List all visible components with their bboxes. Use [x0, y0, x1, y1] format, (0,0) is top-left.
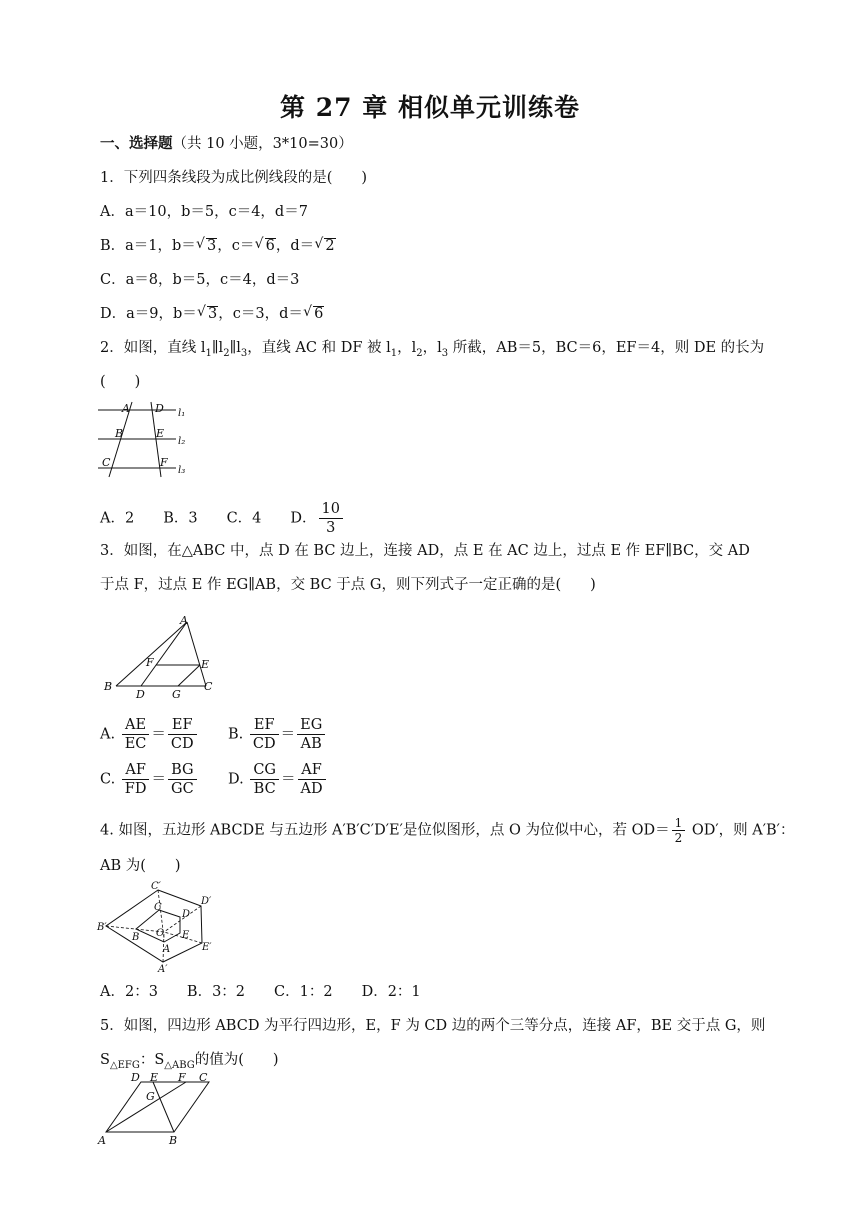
q4-stem-line1 — [100, 816, 794, 845]
q2-label-a: A — [122, 402, 130, 415]
q2-stem-f: ，l — [422, 340, 442, 356]
q3-label-c: C — [204, 680, 213, 693]
q4-stem-b: OD′，则 A′B′： — [687, 822, 795, 839]
q3-c-frac2 — [168, 761, 197, 798]
q3-b-frac2 — [297, 716, 325, 753]
q1-stem: 1．下列四条线段为成比例线段的是( ) — [100, 170, 368, 186]
q2-label-c: C — [102, 456, 111, 469]
q2-sub3: 3 — [240, 347, 248, 359]
q5-label-b: B — [169, 1134, 178, 1147]
q5-label-a: A — [98, 1134, 106, 1147]
q3-c-label: C. — [100, 771, 116, 788]
q2-stem-a: 2．如图，直线 l — [100, 340, 206, 356]
q3-a-frac2 — [168, 716, 197, 753]
q5-sub1: △EFG — [109, 1059, 140, 1071]
q5-s1: S — [100, 1052, 110, 1068]
q1-d-prefix: D．a＝9，b＝ — [100, 306, 197, 322]
q4-label-b: B — [132, 932, 140, 943]
q3-b-n2: EG — [297, 716, 325, 735]
q5-sub2: △ABG — [164, 1059, 195, 1071]
q4-label-c2: C′ — [151, 881, 161, 892]
q3-stem-line1: 3．如图，在△ABC 中，点 D 在 BC 边上，连接 AD，点 E 在 AC 边上，过点 E 作 EF∥BC，交 AD — [100, 543, 750, 559]
q2-options-text: A．2 B．3 C．4 D． — [100, 510, 317, 527]
q2-stem-d: ，直线 AC 和 DF 被 l — [247, 340, 391, 356]
q3-stem-line2: 于点 F，过点 E 作 EG∥AB，交 BC 于点 G，则下列式子一定正确的是( ) — [100, 577, 596, 593]
q3-a-n1: AE — [122, 716, 150, 735]
section-note: （共 10 小题，3*10=30） — [172, 136, 353, 152]
q2-sub6: 3 — [441, 347, 449, 359]
q3-b-frac1 — [250, 716, 279, 753]
q3-b-label: B. — [228, 726, 244, 743]
q4-label-a2: A′ — [158, 964, 168, 975]
q3-option-b — [228, 716, 327, 753]
q3-label-f: F — [146, 656, 154, 669]
q2-label-b: B — [115, 427, 124, 440]
q2-stem — [100, 338, 764, 364]
q5-label-c: C — [199, 1071, 208, 1084]
q3-option-a — [100, 716, 199, 753]
q1-option-b — [100, 236, 336, 256]
q5-stem-line1: 5．如图，四边形 ABCD 为平行四边形，E，F 为 CD 边的两个三等分点，连接 AF，BE 交于点 G，则 — [100, 1018, 766, 1034]
q3-a-eq: ＝ — [151, 726, 166, 743]
q3-label-g: G — [172, 688, 181, 701]
q2-label-e: E — [156, 427, 165, 440]
q3-d-frac2 — [298, 761, 326, 798]
q3-a-d2: CD — [170, 736, 194, 752]
q3-label-a: A — [180, 614, 188, 627]
q3-d-eq: ＝ — [281, 771, 296, 788]
q1-b-mid2: ，d＝ — [275, 238, 315, 254]
q2-stem-c: ∥l — [229, 340, 241, 356]
q2-label-d: D — [155, 402, 164, 415]
q3-label-b: B — [104, 680, 113, 693]
q2-stem-b: ∥l — [211, 340, 224, 356]
q4-label-c: C — [154, 902, 162, 913]
q4-stem-a: 4. 如图，五边形 ABCDE 与五边形 A′B′C′D′E′是位似图形，点 O 为位似中心，若 OD＝ — [100, 822, 670, 839]
q3-d-n2: AF — [298, 761, 326, 780]
q4-label-d: D — [182, 909, 191, 920]
q2-options — [100, 500, 345, 537]
q2-label-l2: l₂ — [178, 436, 186, 447]
q1-b-prefix: B．a＝1，b＝ — [100, 238, 196, 254]
q2-sub4: 1 — [390, 347, 398, 359]
q3-a-label: A. — [100, 726, 116, 743]
q3-d-label: D. — [228, 771, 244, 788]
q2-sub5: 2 — [416, 347, 423, 359]
q3-c-n1: AF — [122, 761, 150, 780]
q3-d-d1: BC — [253, 781, 276, 797]
q3-c-d1: FD — [124, 781, 147, 797]
q2-stem-e: ，l — [397, 340, 417, 356]
q2-figure — [98, 400, 198, 478]
q4-figure — [96, 880, 226, 975]
q3-a-frac1 — [122, 716, 150, 753]
q2-sub1: 1 — [205, 347, 212, 359]
q3-c-frac1 — [122, 761, 150, 798]
q4-label-b2: B′ — [97, 922, 107, 933]
q3-b-d1: CD — [252, 736, 276, 752]
q4-half-den: 2 — [674, 831, 683, 845]
section-label: 一、选择题 — [100, 135, 173, 152]
q2-label-l1: l₁ — [178, 408, 186, 419]
q2-label-l3: l₃ — [178, 465, 186, 476]
q1-d-root3: √ 3 — [207, 306, 218, 321]
q4-options: A．2：3 B．3：2 C．1：2 D．2：1 — [100, 984, 421, 1000]
q3-a-d1: EC — [124, 736, 147, 752]
q4-label-o: O — [156, 928, 165, 939]
q1-option-a: A．a＝10，b＝5，c＝4，d＝7 — [100, 204, 308, 220]
q5-s3: 的值为( ) — [194, 1052, 279, 1068]
q5-label-d: D — [131, 1071, 140, 1084]
q4-label-d2: D′ — [201, 896, 212, 907]
q5-label-g: G — [146, 1090, 155, 1103]
q3-b-eq: ＝ — [280, 726, 296, 743]
q3-label-d: D — [136, 688, 145, 701]
q5-label-e: E — [150, 1071, 159, 1084]
q1-option-c: C．a＝8，b＝5，c＝4，d＝3 — [100, 272, 300, 288]
q4-half-fraction — [672, 816, 686, 845]
q5-label-f: F — [178, 1071, 186, 1084]
q2-stem-g: 所截，AB＝5，BC＝6，EF＝4，则 DE 的长为 — [448, 340, 765, 356]
q3-c-d2: GC — [170, 781, 194, 797]
q5-figure — [96, 1070, 226, 1148]
q2-sub2: 2 — [223, 347, 230, 359]
q3-d-n1: CG — [250, 761, 279, 780]
page-title: 第 27 章 相似单元训练卷 — [280, 93, 580, 122]
q3-c-eq: ＝ — [151, 771, 166, 788]
q3-c-n2: BG — [168, 761, 197, 780]
q4-label-e: E — [182, 930, 190, 941]
q1-option-d — [100, 304, 324, 324]
q3-a-n2: EF — [168, 716, 197, 735]
q4-label-a: A — [163, 944, 171, 955]
q2-label-f: F — [160, 456, 168, 469]
q5-s2: ：S — [139, 1052, 165, 1068]
q1-b-root3: √ 3 — [206, 238, 217, 253]
q1-b-root6: √ 6 — [265, 238, 276, 253]
q3-figure — [98, 608, 228, 703]
q3-d-frac1 — [250, 761, 279, 798]
q3-option-c — [100, 761, 199, 798]
q2-frac-den: 3 — [326, 520, 336, 536]
q3-d-d2: AD — [300, 781, 323, 797]
q3-option-d — [228, 761, 328, 798]
q3-label-e: E — [201, 658, 210, 671]
q1-d-mid1: ，c＝3，d＝ — [218, 306, 303, 322]
q4-stem-line2: AB 为( ) — [100, 858, 181, 874]
q3-b-n1: EF — [250, 716, 279, 735]
q2-option-d-fraction — [319, 500, 343, 537]
q3-b-d2: AB — [300, 736, 322, 752]
q1-b-root2: √ 2 — [324, 238, 335, 253]
q1-b-mid1: ，c＝ — [217, 238, 255, 254]
q4-half-num: 1 — [672, 816, 686, 831]
q1-d-root6: √ 6 — [313, 306, 324, 321]
section-heading — [100, 134, 353, 154]
q2-frac-num: 10 — [319, 500, 343, 519]
q4-label-e2: E′ — [202, 942, 212, 953]
q2-paren: ( ) — [100, 374, 141, 390]
